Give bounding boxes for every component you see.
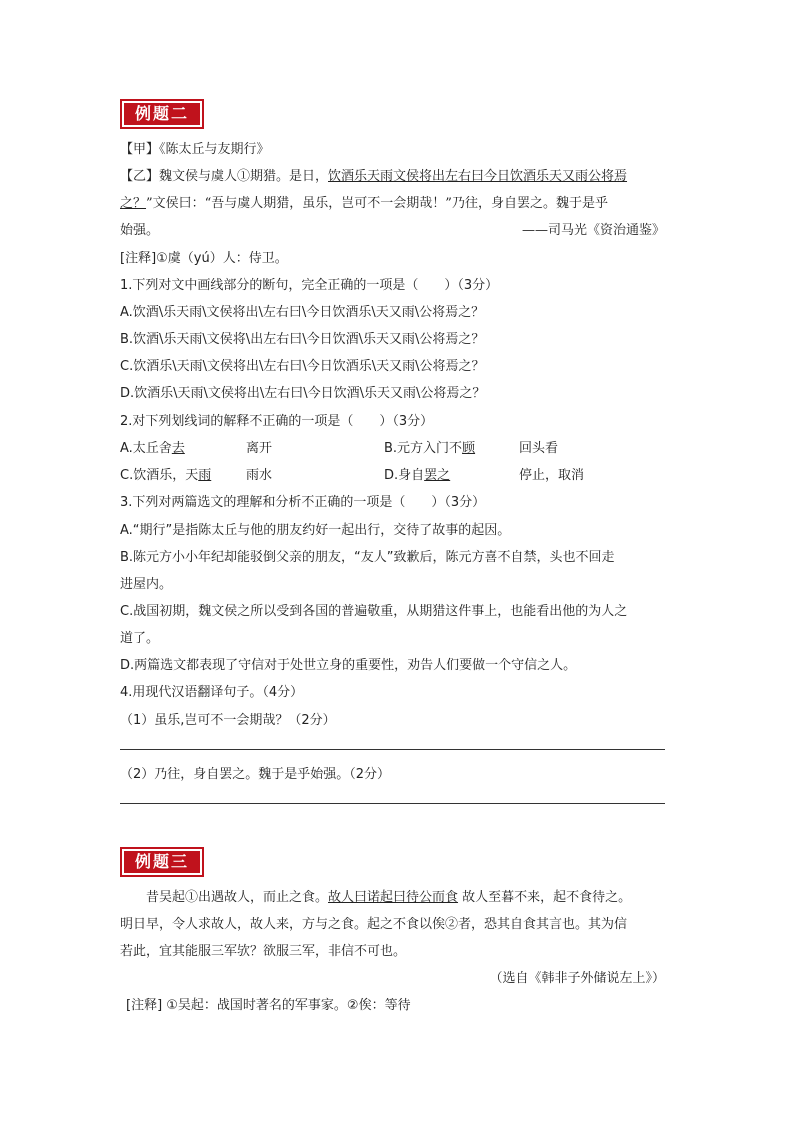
example-badge-2: 例题二 bbox=[120, 99, 204, 129]
q1-option-a: A.饮酒\乐天雨\文侯将出\左右曰\今日饮酒乐\天又雨\公将焉之？ bbox=[120, 305, 485, 320]
q2-b-meaning: 回头看 bbox=[519, 441, 559, 456]
q2-option-b bbox=[384, 437, 475, 456]
q2-a-word: 去 bbox=[171, 441, 185, 456]
q3-option-d: D.两篇选文都表现了守信对于处世立身的重要性，劝告人们要做一个守信之人。 bbox=[120, 658, 577, 673]
q4-answer-line-1[interactable] bbox=[120, 749, 665, 750]
q2-b-word: 顾 bbox=[462, 441, 476, 456]
q1-option-d: D.饮酒乐\天雨\文侯将出\左右曰\今日饮酒\乐天又雨\公将焉之？ bbox=[120, 386, 486, 401]
passage-3-line-3: 若此，宜其能服三军欤？欲服三军，非信不可也。 bbox=[120, 944, 407, 959]
passage-yi-line-3: 始强。 bbox=[120, 223, 160, 238]
passage-yi-underlined: 饮酒乐天雨文侯将出左右曰今日饮酒乐天又雨公将焉 bbox=[328, 169, 628, 184]
q2-b-label: B.元方入门不 bbox=[384, 441, 463, 456]
passage-yi-underlined-2: 之？ bbox=[120, 196, 147, 211]
passage-3-line-2: 明日早，令人求故人，故人来，方与之食。起之不食以俟②者，恐其自食其言也。其为信 bbox=[120, 917, 628, 932]
q3-option-c-line-1: C.战国初期，魏文侯之所以受到各国的普遍敬重，从期猎这件事上，也能看出他的为人之 bbox=[120, 604, 628, 619]
q3-option-c-line-2: 道了。 bbox=[120, 631, 160, 646]
q3-option-b-line-1: B.陈元方小小年纪却能驳倒父亲的朋友，“友人”致歉后，陈元方喜不自禁，头也不回走 bbox=[120, 550, 615, 565]
q3-option-a: A.“期行”是指陈太丘与他的朋友约好一起出行，交待了故事的起因。 bbox=[120, 523, 511, 538]
q2-d-word: 罢之 bbox=[424, 468, 451, 483]
note-3: [注释] ①吴起：战国时著名的军事家。②俟：等待 bbox=[126, 998, 411, 1013]
note-1: [注释]①虞（yú）人：侍卫。 bbox=[120, 251, 288, 266]
q4-answer-line-2[interactable] bbox=[120, 803, 665, 804]
passage-yi-line-1 bbox=[120, 165, 627, 184]
q4-sentence-2: （2）乃往，身自罢之。魏于是乎始强。（2分） bbox=[120, 767, 391, 782]
passage-3-source: （选自《韩非子外储说左上》） bbox=[489, 971, 665, 986]
q2-c-label: C.饮酒乐，天 bbox=[120, 468, 199, 483]
q2-option-d bbox=[384, 464, 450, 483]
passage-jia-title: 【甲】《陈太丘与友期行》 bbox=[120, 142, 270, 157]
q2-stem: 2.对下列划线词的解释不正确的一项是（ ）（3分） bbox=[120, 414, 434, 429]
passage-3-line-1 bbox=[120, 886, 631, 905]
q2-option-c bbox=[120, 464, 211, 483]
q1-stem: 1.下列对文中画线部分的断句，完全正确的一项是（ ）（3分） bbox=[120, 278, 499, 293]
q2-c-meaning: 雨水 bbox=[246, 468, 273, 483]
passage-yi-prefix: 【乙】魏文侯与虞人①期猎。是日， bbox=[120, 169, 329, 184]
passage-3-underlined: 故人曰诺起曰待公而食 bbox=[328, 890, 459, 905]
q2-d-meaning: 停止，取消 bbox=[519, 468, 585, 483]
example-badge-3: 例题三 bbox=[120, 847, 204, 877]
q2-option-a bbox=[120, 437, 185, 456]
q3-stem: 3.下列对两篇选文的理解和分析不正确的一项是（ ）（3分） bbox=[120, 495, 486, 510]
q4-stem: 4.用现代汉语翻译句子。（4分） bbox=[120, 685, 304, 700]
q3-option-b-line-2: 进屋内。 bbox=[120, 577, 173, 592]
passage-3-line-1-pre: 昔吴起①出遇故人，而止之食。 bbox=[120, 890, 329, 905]
q2-c-word: 雨 bbox=[198, 468, 212, 483]
passage-yi-source: ——司马光《资治通鉴》 bbox=[521, 223, 665, 238]
q2-a-label: A.太丘舍 bbox=[120, 441, 172, 456]
q2-a-meaning: 离开 bbox=[246, 441, 273, 456]
passage-yi-line-2 bbox=[120, 192, 608, 211]
q2-d-label: D.身自 bbox=[384, 468, 425, 483]
q1-option-c: C.饮酒乐\天雨\文侯将出\左右曰\今日饮酒乐\天又雨\公将焉之？ bbox=[120, 359, 485, 374]
passage-3-line-1-post: 故人至暮不来，起不食待之。 bbox=[458, 890, 632, 905]
passage-yi-line-2-rest: ”文侯曰：“吾与虞人期猎，虽乐，岂可不一会期哉！”乃往，身自罢之。魏于是乎 bbox=[146, 196, 608, 211]
q1-option-b: B.饮酒\乐天雨\文侯将\出左右曰\今日饮酒\乐天又雨\公将焉之？ bbox=[120, 332, 485, 347]
q4-sentence-1: （1）虽乐,岂可不一会期哉？（2分） bbox=[120, 713, 336, 728]
